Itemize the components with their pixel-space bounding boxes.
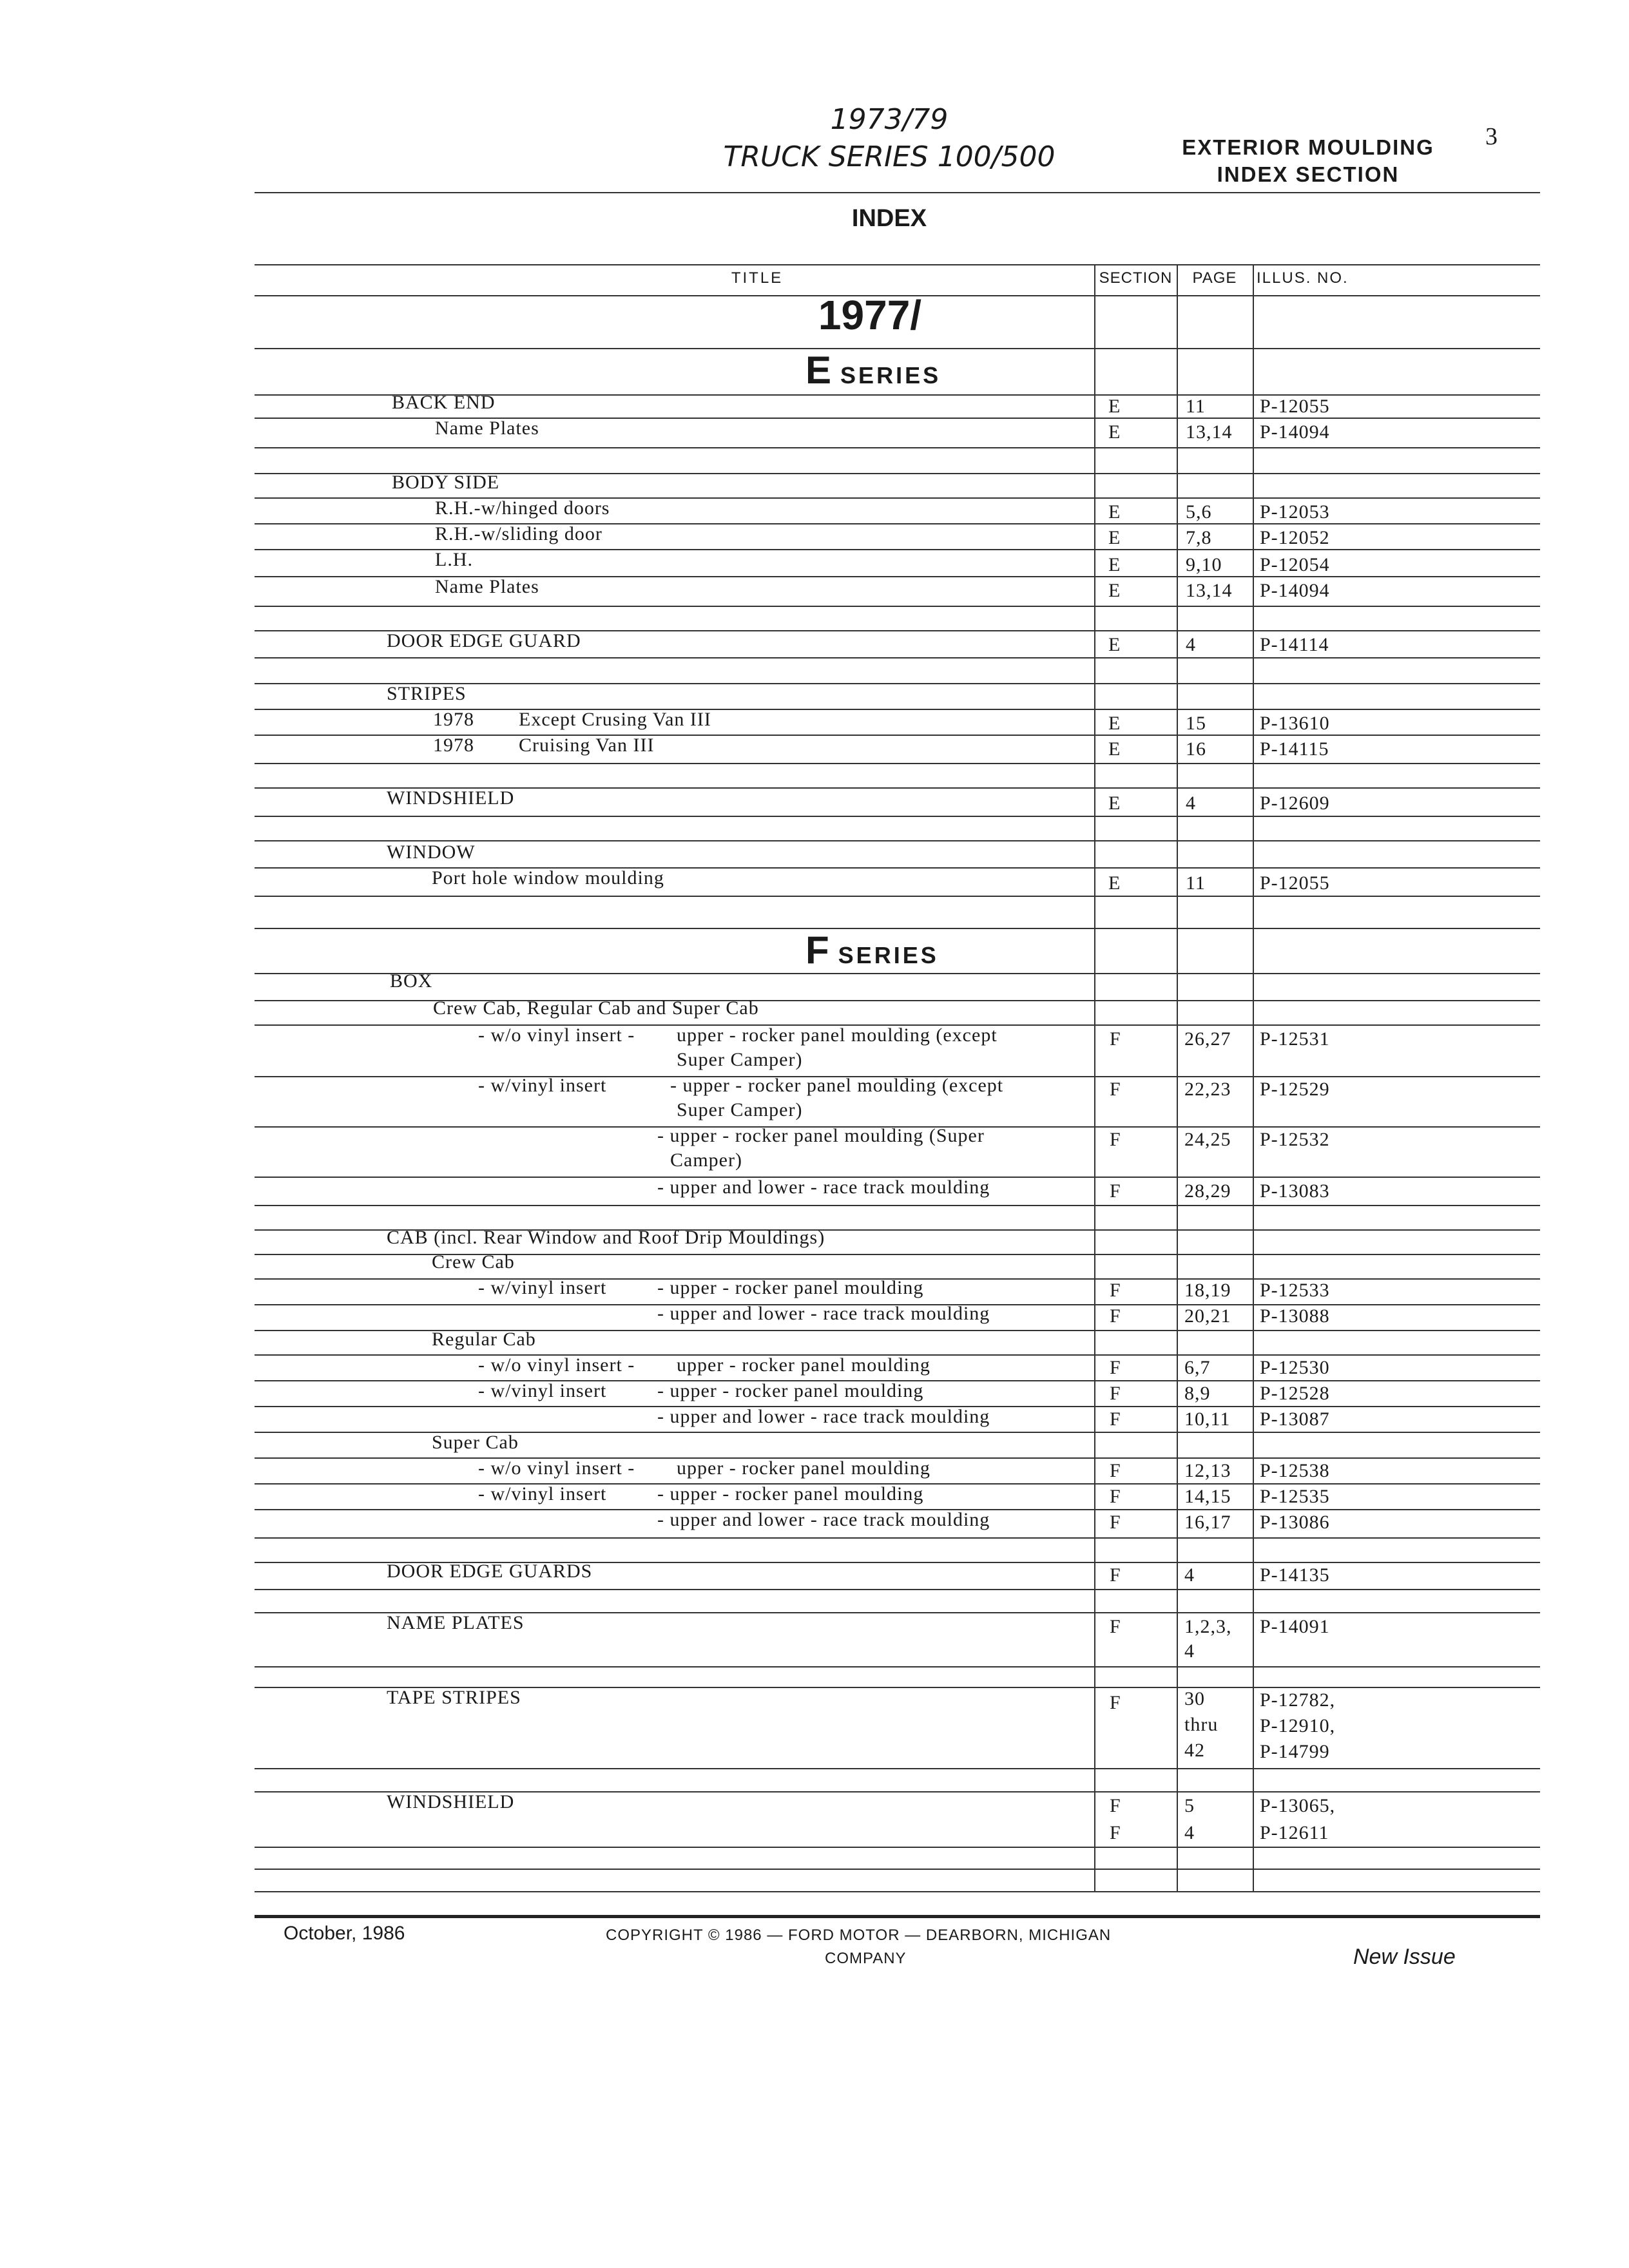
e-back-end-illus: P-12055 xyxy=(1260,396,1330,417)
f-rule-28 xyxy=(255,1869,1540,1870)
e-rule-14 xyxy=(255,763,1540,764)
e-back-end: BACK END xyxy=(392,392,496,413)
f-cab-row-b: upper - rocker panel moulding xyxy=(677,1354,930,1376)
footer-copyright-line1: COPYRIGHT © 1986 — FORD MOTOR — DEARBORN, MICHIGAN xyxy=(606,1927,1112,1944)
f-cab-row-b: - upper and lower - race track moulding xyxy=(657,1509,990,1530)
f-row-section: F xyxy=(1110,1512,1121,1533)
f-row-section: F xyxy=(1110,1795,1121,1816)
e-row-section: E xyxy=(1108,738,1121,760)
e-row-section: E xyxy=(1108,713,1121,734)
e-row-page: 13,14 xyxy=(1186,580,1233,601)
e-row-section: E xyxy=(1108,421,1121,443)
f-cab-row-b: - upper - rocker panel moulding xyxy=(657,1277,924,1298)
e-lh: L.H. xyxy=(435,549,473,570)
f-series-letter: F xyxy=(805,928,829,972)
col-header-section: SECTION xyxy=(1099,269,1173,287)
footer-copyright-line2: COMPANY xyxy=(825,1950,907,1967)
e-body-name-plates: Name Plates xyxy=(435,576,539,597)
e-row-illus: P-14115 xyxy=(1260,738,1329,760)
e-row-section: E xyxy=(1108,793,1121,814)
e-row-section: E xyxy=(1108,580,1121,601)
f-row-section: F xyxy=(1110,1692,1121,1713)
col-header-page: PAGE xyxy=(1192,269,1237,287)
f-row-illus: P-12530 xyxy=(1260,1357,1330,1378)
e-row-section: E xyxy=(1108,527,1121,548)
f-row-page: 30 xyxy=(1184,1688,1205,1709)
year-label: 1977/ xyxy=(818,292,922,338)
footer-rule xyxy=(255,1915,1540,1918)
e-row-page: 4 xyxy=(1186,793,1196,814)
e-row-illus: P-14114 xyxy=(1260,634,1329,655)
f-row-section: F xyxy=(1110,1129,1121,1150)
e-row-section: E xyxy=(1108,872,1121,894)
f-row-illus: P-13087 xyxy=(1260,1408,1330,1430)
e-rule-2 xyxy=(255,447,1540,448)
e-stripe-year-1: 1978 xyxy=(433,709,474,730)
e-rh-sliding: R.H.-w/sliding door xyxy=(435,523,602,544)
f-row-section: F xyxy=(1110,1383,1121,1404)
f-row-page: 5 xyxy=(1184,1795,1195,1816)
index-label: INDEX xyxy=(851,205,927,232)
f-regular-cab: Regular Cab xyxy=(432,1329,536,1350)
f-row-illus: P-14135 xyxy=(1260,1564,1330,1586)
f-row-page: 22,23 xyxy=(1184,1079,1231,1100)
f-row-section: F xyxy=(1110,1616,1121,1637)
f-cab: CAB (incl. Rear Window and Roof Drip Mouldings) xyxy=(387,1227,825,1248)
f-row-section: F xyxy=(1110,1357,1121,1378)
f-row-page: 26,27 xyxy=(1184,1028,1231,1050)
e-row-illus: P-12053 xyxy=(1260,501,1330,523)
f-row-illus: P-13065, xyxy=(1260,1795,1336,1816)
f-row-illus: P-14799 xyxy=(1260,1741,1330,1762)
col-header-illus: ILLUS. NO. xyxy=(1257,269,1349,287)
f-row-illus: P-12535 xyxy=(1260,1486,1330,1507)
e-row-illus: P-12052 xyxy=(1260,527,1330,548)
e-stripe-year-2: 1978 xyxy=(433,735,474,756)
page-col-line xyxy=(1177,264,1178,1891)
f-row-section: F xyxy=(1110,1564,1121,1586)
f-row-section: F xyxy=(1110,1028,1121,1050)
e-back-end-page: 11 xyxy=(1186,396,1206,417)
f-row-page: 18,19 xyxy=(1184,1280,1231,1301)
f-row-page: 28,29 xyxy=(1184,1180,1231,1202)
f-rule-23 xyxy=(255,1666,1540,1667)
f-row-section: F xyxy=(1110,1460,1121,1481)
e-row-illus: P-14094 xyxy=(1260,580,1330,601)
col-header-top-rule xyxy=(255,264,1540,265)
f-row-illus: P-12528 xyxy=(1260,1383,1330,1404)
f-row-illus: P-12532 xyxy=(1260,1129,1330,1150)
footer-issue: New Issue xyxy=(1353,1945,1456,1969)
header-rule xyxy=(255,192,1540,193)
f-row-page: 14,15 xyxy=(1184,1486,1231,1507)
f-rule-6 xyxy=(255,1205,1540,1206)
f-tape-stripes: TAPE STRIPES xyxy=(387,1687,521,1708)
e-row-page: 5,6 xyxy=(1186,501,1212,523)
e-row-section: E xyxy=(1108,501,1121,523)
e-row-page: 16 xyxy=(1186,738,1206,760)
f-box-row-a: - w/o vinyl insert - xyxy=(478,1024,635,1046)
col-header-title: TITLE xyxy=(731,269,784,287)
f-row-page: 20,21 xyxy=(1184,1305,1231,1327)
f-rule-25 xyxy=(255,1768,1540,1769)
e-stripe-cruising: Cruising Van III xyxy=(519,735,655,756)
e-windshield: WINDSHIELD xyxy=(387,787,515,809)
f-row-page: 8,9 xyxy=(1184,1383,1211,1404)
f-row-section: F xyxy=(1110,1305,1121,1327)
f-row-section: F xyxy=(1110,1180,1121,1202)
e-series-letter: E xyxy=(805,349,832,392)
f-rule-27 xyxy=(255,1847,1540,1848)
f-box-row-b: - upper - rocker panel moulding (except xyxy=(670,1075,1004,1096)
header-years: 1973/79 xyxy=(830,103,949,136)
f-cab-row-a: - w/o vinyl insert - xyxy=(478,1457,635,1479)
e-row-page: 11 xyxy=(1186,872,1206,894)
f-row-page: 4 xyxy=(1184,1822,1195,1843)
f-crew-cab: Crew Cab xyxy=(432,1251,515,1273)
f-row-page-thru: thru xyxy=(1184,1714,1219,1735)
header-series: TRUCK SERIES 100/500 xyxy=(723,140,1055,173)
f-row-illus: P-12910, xyxy=(1260,1715,1336,1736)
e-body-side: BODY SIDE xyxy=(392,472,500,493)
e-rule-8 xyxy=(255,606,1540,607)
f-series-word: SERIES xyxy=(838,942,939,968)
header-section-title-2: INDEX SECTION xyxy=(1217,162,1400,186)
e-row-section: E xyxy=(1108,634,1121,655)
f-row-section: F xyxy=(1110,1408,1121,1430)
e-rule-19 xyxy=(255,896,1540,897)
f-box-row-b2: Super Camper) xyxy=(677,1099,803,1120)
e-rule-10 xyxy=(255,657,1540,658)
f-row-illus: P-14091 xyxy=(1260,1616,1330,1637)
f-row-illus: P-12531 xyxy=(1260,1028,1330,1050)
f-box: BOX xyxy=(390,970,433,992)
e-door-edge-guard: DOOR EDGE GUARD xyxy=(387,630,581,651)
f-name-plates: NAME PLATES xyxy=(387,1612,525,1633)
f-cab-row-b: upper - rocker panel moulding xyxy=(677,1457,930,1479)
f-box-row-a: - w/vinyl insert xyxy=(478,1075,607,1096)
e-row-illus: P-14094 xyxy=(1260,421,1330,443)
e-stripe-except: Except Crusing Van III xyxy=(519,709,711,730)
f-cab-row-b: - upper - rocker panel moulding xyxy=(657,1483,924,1504)
e-row-illus: P-12609 xyxy=(1260,793,1330,814)
f-row-illus: P-13086 xyxy=(1260,1512,1330,1533)
f-row-illus: P-13088 xyxy=(1260,1305,1330,1327)
f-row-page: 4 xyxy=(1184,1564,1195,1586)
illus-col-line xyxy=(1253,264,1254,1891)
e-rh-hinged: R.H.-w/hinged doors xyxy=(435,497,610,519)
page-number: 3 xyxy=(1485,123,1498,150)
f-row-illus: P-12538 xyxy=(1260,1460,1330,1481)
f-row-illus: P-12529 xyxy=(1260,1079,1330,1100)
e-row-illus: P-12055 xyxy=(1260,872,1330,894)
e-row-page: 7,8 xyxy=(1186,527,1212,548)
e-rule-16 xyxy=(255,816,1540,817)
f-box-row-b: upper - rocker panel moulding (except xyxy=(677,1024,998,1046)
f-box-row-b2: Camper) xyxy=(670,1149,742,1171)
f-row-section: F xyxy=(1110,1280,1121,1301)
f-cab-row-a: - w/vinyl insert xyxy=(478,1483,607,1504)
f-door-edge-guards: DOOR EDGE GUARDS xyxy=(387,1561,593,1582)
e-row-illus: P-12054 xyxy=(1260,554,1330,575)
e-row-page: 4 xyxy=(1186,634,1196,655)
f-box-row-b: - upper - rocker panel moulding (Super xyxy=(657,1125,985,1146)
f-cab-row-b: - upper and lower - race track moulding xyxy=(657,1303,990,1324)
f-cab-row-a: - w/o vinyl insert - xyxy=(478,1354,635,1376)
f-row-section: F xyxy=(1110,1079,1121,1100)
f-row-section: F xyxy=(1110,1822,1121,1843)
f-cab-row-b: - upper and lower - race track moulding xyxy=(657,1406,990,1427)
f-row-illus: P-12782, xyxy=(1260,1689,1336,1711)
e-port-hole: Port hole window moulding xyxy=(432,867,664,889)
f-box-row-b2: Super Camper) xyxy=(677,1049,803,1070)
f-row-illus: P-12533 xyxy=(1260,1280,1330,1301)
f-row-page: 10,11 xyxy=(1184,1408,1231,1430)
footer-date: October, 1986 xyxy=(284,1923,405,1944)
e-series-word: SERIES xyxy=(840,362,941,389)
e-row-page: 9,10 xyxy=(1186,554,1222,575)
e-row-section: E xyxy=(1108,554,1121,575)
e-back-end-section: E xyxy=(1108,396,1121,417)
f-row-page-end: 42 xyxy=(1184,1740,1205,1761)
f-row-page: 16,17 xyxy=(1184,1512,1231,1533)
e-row-illus: P-13610 xyxy=(1260,713,1330,734)
f-row-page: 1,2,3, xyxy=(1184,1616,1232,1637)
e-series-heading xyxy=(805,348,941,392)
e-row-page: 13,14 xyxy=(1186,421,1233,443)
e-row-page: 15 xyxy=(1186,713,1206,734)
f-rule-19 xyxy=(255,1537,1540,1539)
f-series-heading xyxy=(805,928,939,972)
f-row-illus: P-12611 xyxy=(1260,1822,1329,1843)
f-row-illus: P-13083 xyxy=(1260,1180,1330,1202)
f-cab-row-a: - w/vinyl insert xyxy=(478,1277,607,1298)
f-box-subtitle: Crew Cab, Regular Cab and Super Cab xyxy=(433,997,759,1019)
f-rule-0 xyxy=(255,973,1540,974)
f-super-cab: Super Cab xyxy=(432,1432,519,1453)
f-row-section: F xyxy=(1110,1486,1121,1507)
f-cab-row-b: - upper - rocker panel moulding xyxy=(657,1380,924,1401)
f-row-page: 6,7 xyxy=(1184,1357,1211,1378)
f-row-page: 24,25 xyxy=(1184,1129,1231,1150)
e-back-end-name-plates: Name Plates xyxy=(435,418,539,439)
f-cab-row-a: - w/vinyl insert xyxy=(478,1380,607,1401)
e-window: WINDOW xyxy=(387,841,476,863)
f-rule-29 xyxy=(255,1891,1540,1892)
e-stripes: STRIPES xyxy=(387,683,467,704)
f-row-page: 12,13 xyxy=(1184,1460,1231,1481)
section-col-line xyxy=(1094,264,1095,1891)
f-row-page-cont: 4 xyxy=(1184,1640,1195,1662)
f-windshield: WINDSHIELD xyxy=(387,1791,515,1812)
header-section-title-1: EXTERIOR MOULDING xyxy=(1182,135,1434,159)
f-rule-21 xyxy=(255,1589,1540,1590)
f-box-row-b: - upper and lower - race track moulding xyxy=(657,1177,990,1198)
